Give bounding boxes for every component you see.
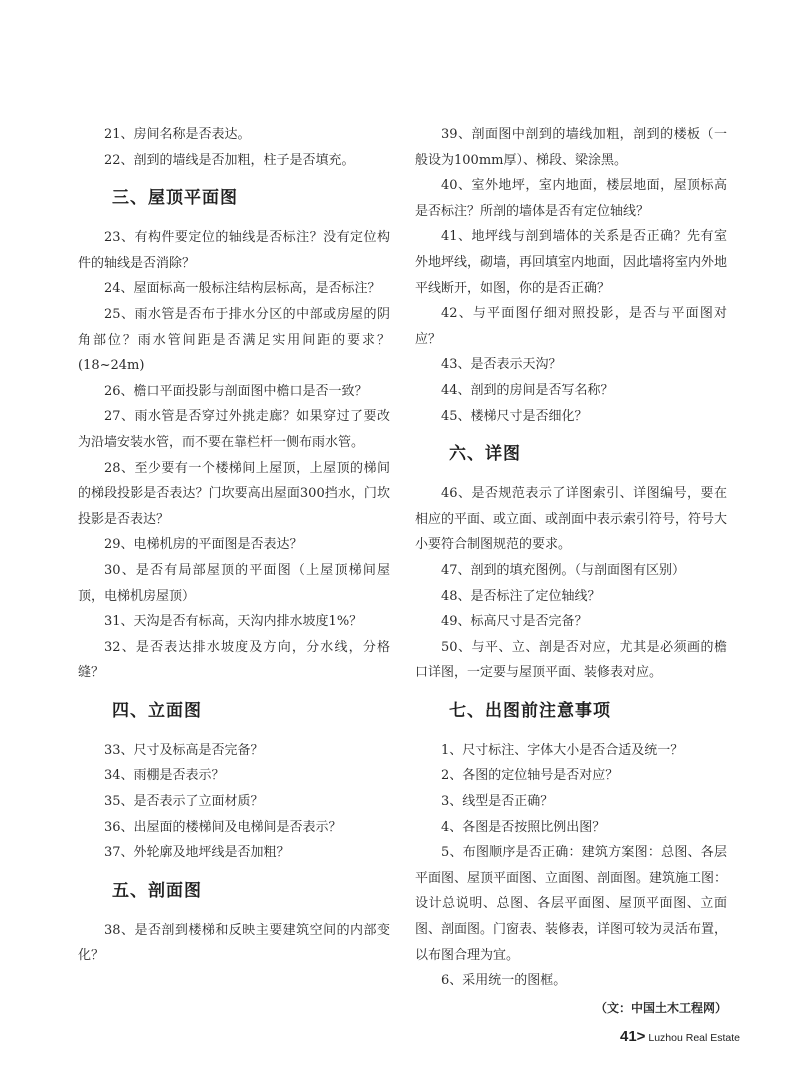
checklist-item: 23、有构件要定位的轴线是否标注？没有定位构件的轴线是否消除？ [78, 230, 390, 271]
checklist-item: 41、地坪线与剖到墙体的关系是否正确？先有室外地坪线，砌墙，再回填室内地面，因此墙将室内外地平线断开，如图，你的是否正确？ [415, 229, 728, 296]
checklist-item: 39、剖面图中剖到的墙线加粗，剖到的楼板（一般设为100mm厚）、梯段、梁涂黑。 [415, 127, 727, 168]
checklist-item: 35、是否表示了立面材质？ [104, 794, 264, 810]
section-heading: 四、立面图 [112, 700, 202, 721]
page-footer [620, 1028, 740, 1046]
checklist-item: 34、雨棚是否表示？ [104, 768, 225, 784]
checklist-item: 1、尺寸标注、字体大小是否合适及统一？ [441, 742, 684, 758]
checklist-item: 2、各图的定位轴号是否对应？ [441, 768, 619, 784]
checklist-item: 40、室外地坪，室内地面，楼层地面，屋顶标高是否标注？所剖的墙体是否有定位轴线？ [415, 178, 727, 219]
checklist-item: 28、至少要有一个楼梯间上屋顶，上屋顶的梯间的梯段投影是否表达？门坎要高出屋面300挡水，门坎投影是否表达？ [78, 460, 390, 527]
checklist-item: 22、剖到的墙线是否加粗，柱子是否填充。 [104, 152, 355, 168]
checklist-item: 49、标高尺寸是否完备？ [441, 614, 588, 630]
checklist-item: 37、外轮廓及地坪线是否加粗？ [104, 845, 290, 861]
checklist-item: 33、尺寸及标高是否完备？ [104, 742, 264, 758]
checklist-item: 46、是否规范表示了详图索引、详图编号，要在相应的平面、或立面、或剖面中表示索引符号，符号大小要符合制图规范的要求。 [415, 486, 728, 553]
checklist-item: 3、线型是否正确？ [441, 794, 554, 810]
section-heading: 三、屋顶平面图 [112, 188, 238, 209]
checklist-item: 43、是否表示天沟？ [441, 357, 562, 373]
checklist-item: 31、天沟是否有标高，天沟内排水坡度1%？ [104, 614, 363, 630]
checklist-item: 48、是否标注了定位轴线？ [441, 588, 601, 604]
checklist-item: 25、雨水管是否布于排水分区的中部或房屋的阴角部位？雨水管间距是否满足实用间距的要求？(18~24m) [78, 306, 390, 374]
checklist-item: 45、楼梯尺寸是否细化？ [441, 408, 588, 424]
checklist-item: 29、电梯机房的平面图是否表达？ [104, 537, 303, 553]
checklist-item: 32、是否表达排水坡度及方向，分水线，分格缝？ [78, 639, 390, 681]
checklist-item: 47、剖到的填充图例。（与剖面图有区别） [441, 562, 686, 578]
section-heading: 六、详图 [449, 444, 521, 465]
checklist-item: 4、各图是否按照比例出图？ [441, 819, 606, 835]
checklist-item: 50、与平、立、剖是否对应，尤其是必须画的檐口详图，一定要与屋顶平面、装修表对应。 [415, 639, 727, 681]
checklist-item: 30、是否有局部屋顶的平面图（上屋顶梯间屋顶，电梯机房屋顶） [78, 562, 390, 604]
left-column [78, 122, 390, 969]
checklist-item: 26、檐口平面投影与剖面图中檐口是否一致？ [104, 383, 368, 399]
page-number: 41> [620, 1028, 646, 1045]
checklist-item: 44、剖到的房间是否写名称？ [441, 382, 614, 398]
checklist-item: 5、布图顺序是否正确：建筑方案图：总图、各层平面图、屋顶平面图、立面图、剖面图。建筑施工图：设计总说明、总图、各层平面图、屋顶平面图、立面图、剖面图。门窗表、装修表，详图可较为灵活布置，以布图合理为宜。 [415, 845, 728, 963]
checklist-item: 36、出屋面的楼梯间及电梯间是否表示？ [104, 819, 342, 835]
checklist-item: 24、屋面标高一般标注结构层标高，是否标注？ [104, 281, 381, 297]
source-credit: （文：中国土木工程网） [594, 1000, 727, 1015]
checklist-item: 6、采用统一的图框。 [441, 973, 567, 989]
checklist-item: 27、雨水管是否穿过外挑走廊？如果穿过了要改为沿墙安装水管，而不要在靠栏杆一侧布雨水管。 [78, 409, 390, 450]
checklist-item: 38、是否剖到楼梯和反映主要建筑空间的内部变化？ [78, 922, 390, 964]
checklist-item: 42、与平面图仔细对照投影，是否与平面图对应？ [415, 306, 727, 347]
right-column [415, 122, 727, 1033]
magazine-name: Luzhou Real Estate [645, 1032, 741, 1044]
section-heading: 七、出图前注意事项 [449, 700, 611, 721]
checklist-item: 21、房间名称是否表达。 [104, 127, 251, 142]
section-heading: 五、剖面图 [112, 880, 202, 901]
